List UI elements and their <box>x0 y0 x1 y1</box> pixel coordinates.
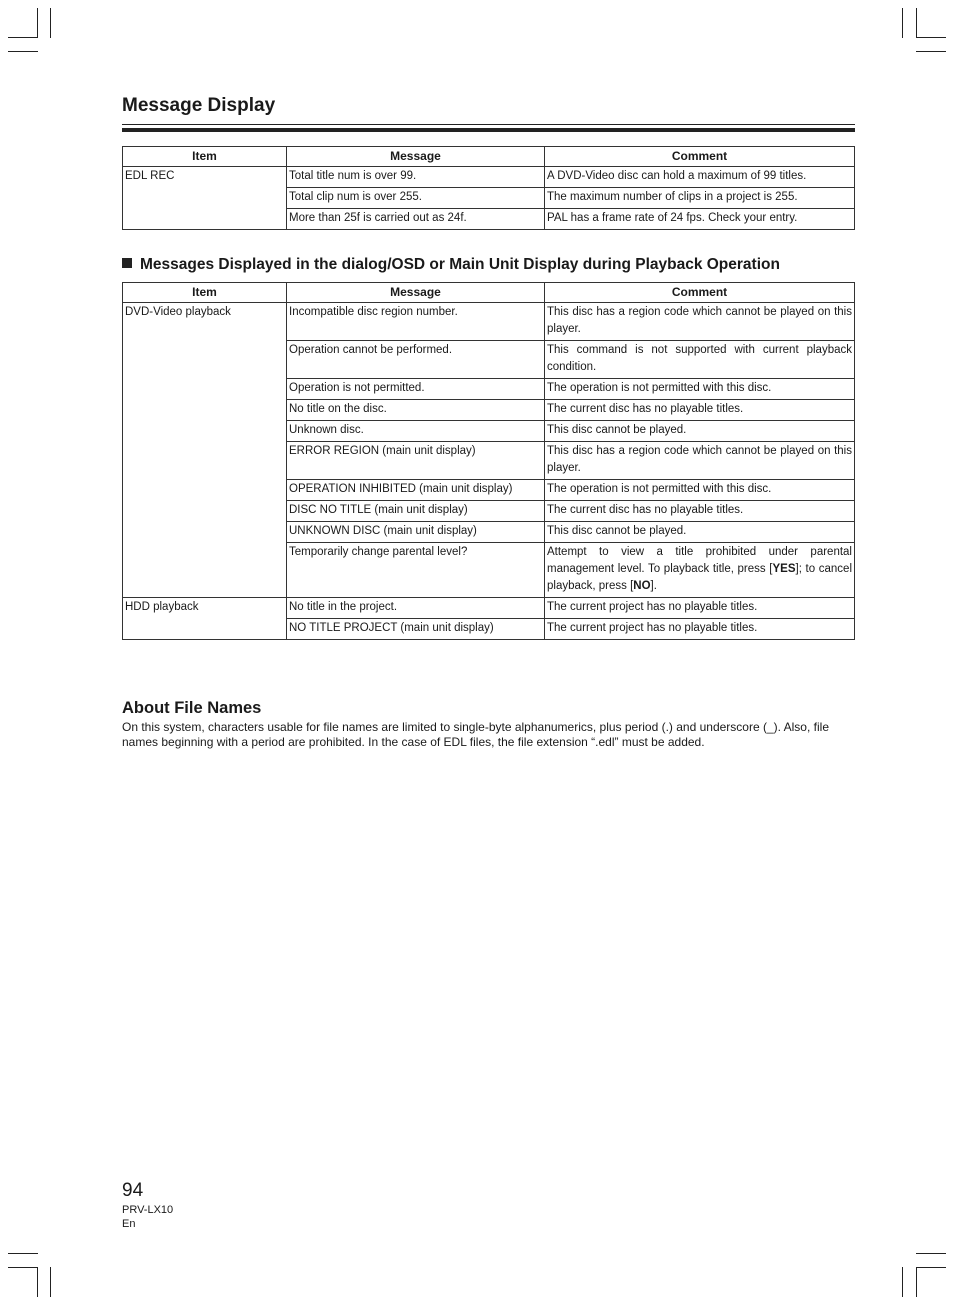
comment-cell: The operation is not permitted with this disc. <box>545 379 855 400</box>
about-body: On this system, characters usable for file names are limited to single-byte alphanumerics, plus period (.) and underscore (_). Also, file names beginning with a period are prohibited. In the case of EDL files, the file extension “.edl” must be added. <box>122 720 829 749</box>
comment-cell: The current disc has no playable titles. <box>545 400 855 421</box>
comment-cell: This disc cannot be played. <box>545 421 855 442</box>
edl-message-table <box>122 146 855 230</box>
message-cell: Unknown disc. <box>287 421 545 442</box>
crop-mark <box>37 1267 38 1297</box>
about-title: About File Names <box>122 699 262 717</box>
crop-mark <box>916 1253 946 1254</box>
comment-cell: This command is not supported with current playback condition. <box>545 341 855 379</box>
crop-mark <box>8 1267 38 1268</box>
message-cell: DISC NO TITLE (main unit display) <box>287 501 545 522</box>
comment-cell: This disc has a region code which cannot be played on this player. <box>545 442 855 480</box>
message-cell: Operation cannot be performed. <box>287 341 545 379</box>
item-cell: EDL REC <box>123 167 287 230</box>
table-header-row <box>123 147 855 167</box>
message-cell: Total clip num is over 255. <box>287 188 545 209</box>
header-item: Item <box>123 147 287 167</box>
crop-mark <box>8 37 38 38</box>
comment-text: ]; to cancel playback, press [ <box>547 563 852 592</box>
section-heading-text: Messages Displayed in the dialog/OSD or Main Unit Display during Playback Operation <box>140 256 780 273</box>
table-header-row <box>123 283 855 303</box>
title-rule <box>122 124 855 125</box>
crop-mark <box>916 1267 917 1297</box>
title-rule-thick <box>122 128 855 132</box>
crop-mark <box>916 51 946 52</box>
message-cell: No title on the disc. <box>287 400 545 421</box>
crop-mark <box>50 1267 51 1297</box>
comment-cell <box>545 543 855 598</box>
comment-cell: PAL has a frame rate of 24 fps. Check your entry. <box>545 209 855 230</box>
square-bullet-icon <box>122 258 132 268</box>
comment-text: Attempt to view a title prohibited under parental management level. To playback title, press [ <box>547 546 852 575</box>
comment-cell: The current disc has no playable titles. <box>545 501 855 522</box>
no-key-label: NO <box>633 580 651 592</box>
message-cell: UNKNOWN DISC (main unit display) <box>287 522 545 543</box>
header-message: Message <box>287 283 545 303</box>
table-row <box>123 167 855 188</box>
comment-cell: This disc cannot be played. <box>545 522 855 543</box>
comment-cell: The operation is not permitted with this disc. <box>545 480 855 501</box>
crop-mark <box>8 1253 38 1254</box>
comment-cell: A DVD-Video disc can hold a maximum of 99 titles. <box>545 167 855 188</box>
comment-cell: The current project has no playable titles. <box>545 598 855 619</box>
message-cell: Incompatible disc region number. <box>287 303 545 341</box>
crop-mark <box>902 8 903 38</box>
header-item: Item <box>123 283 287 303</box>
message-cell: No title in the project. <box>287 598 545 619</box>
crop-mark <box>916 1267 946 1268</box>
page-title: Message Display <box>122 95 276 116</box>
message-cell: More than 25f is carried out as 24f. <box>287 209 545 230</box>
header-comment: Comment <box>545 283 855 303</box>
message-cell: NO TITLE PROJECT (main unit display) <box>287 619 545 640</box>
message-cell: Operation is not permitted. <box>287 379 545 400</box>
comment-text: ]. <box>650 580 657 592</box>
table-row <box>123 598 855 619</box>
crop-mark <box>8 51 38 52</box>
crop-mark <box>916 8 917 38</box>
header-comment: Comment <box>545 147 855 167</box>
crop-mark <box>37 8 38 38</box>
message-cell: Temporarily change parental level? <box>287 543 545 598</box>
yes-key-label: YES <box>772 563 796 575</box>
playback-message-table <box>122 282 855 640</box>
item-cell: DVD-Video playback <box>123 303 287 598</box>
header-message: Message <box>287 147 545 167</box>
crop-mark <box>902 1267 903 1297</box>
crop-mark <box>50 8 51 38</box>
comment-cell: The current project has no playable titles. <box>545 619 855 640</box>
comment-cell: This disc has a region code which cannot be played on this player. <box>545 303 855 341</box>
comment-cell: The maximum number of clips in a project is 255. <box>545 188 855 209</box>
model-code: PRV-LX10 <box>122 1204 174 1216</box>
page-number: 94 <box>122 1180 144 1201</box>
language-code: En <box>122 1218 136 1230</box>
item-cell: HDD playback <box>123 598 287 640</box>
section-heading <box>122 256 780 274</box>
message-cell: OPERATION INHIBITED (main unit display) <box>287 480 545 501</box>
table-row <box>123 303 855 341</box>
crop-mark <box>916 37 946 38</box>
message-cell: Total title num is over 99. <box>287 167 545 188</box>
message-cell: ERROR REGION (main unit display) <box>287 442 545 480</box>
